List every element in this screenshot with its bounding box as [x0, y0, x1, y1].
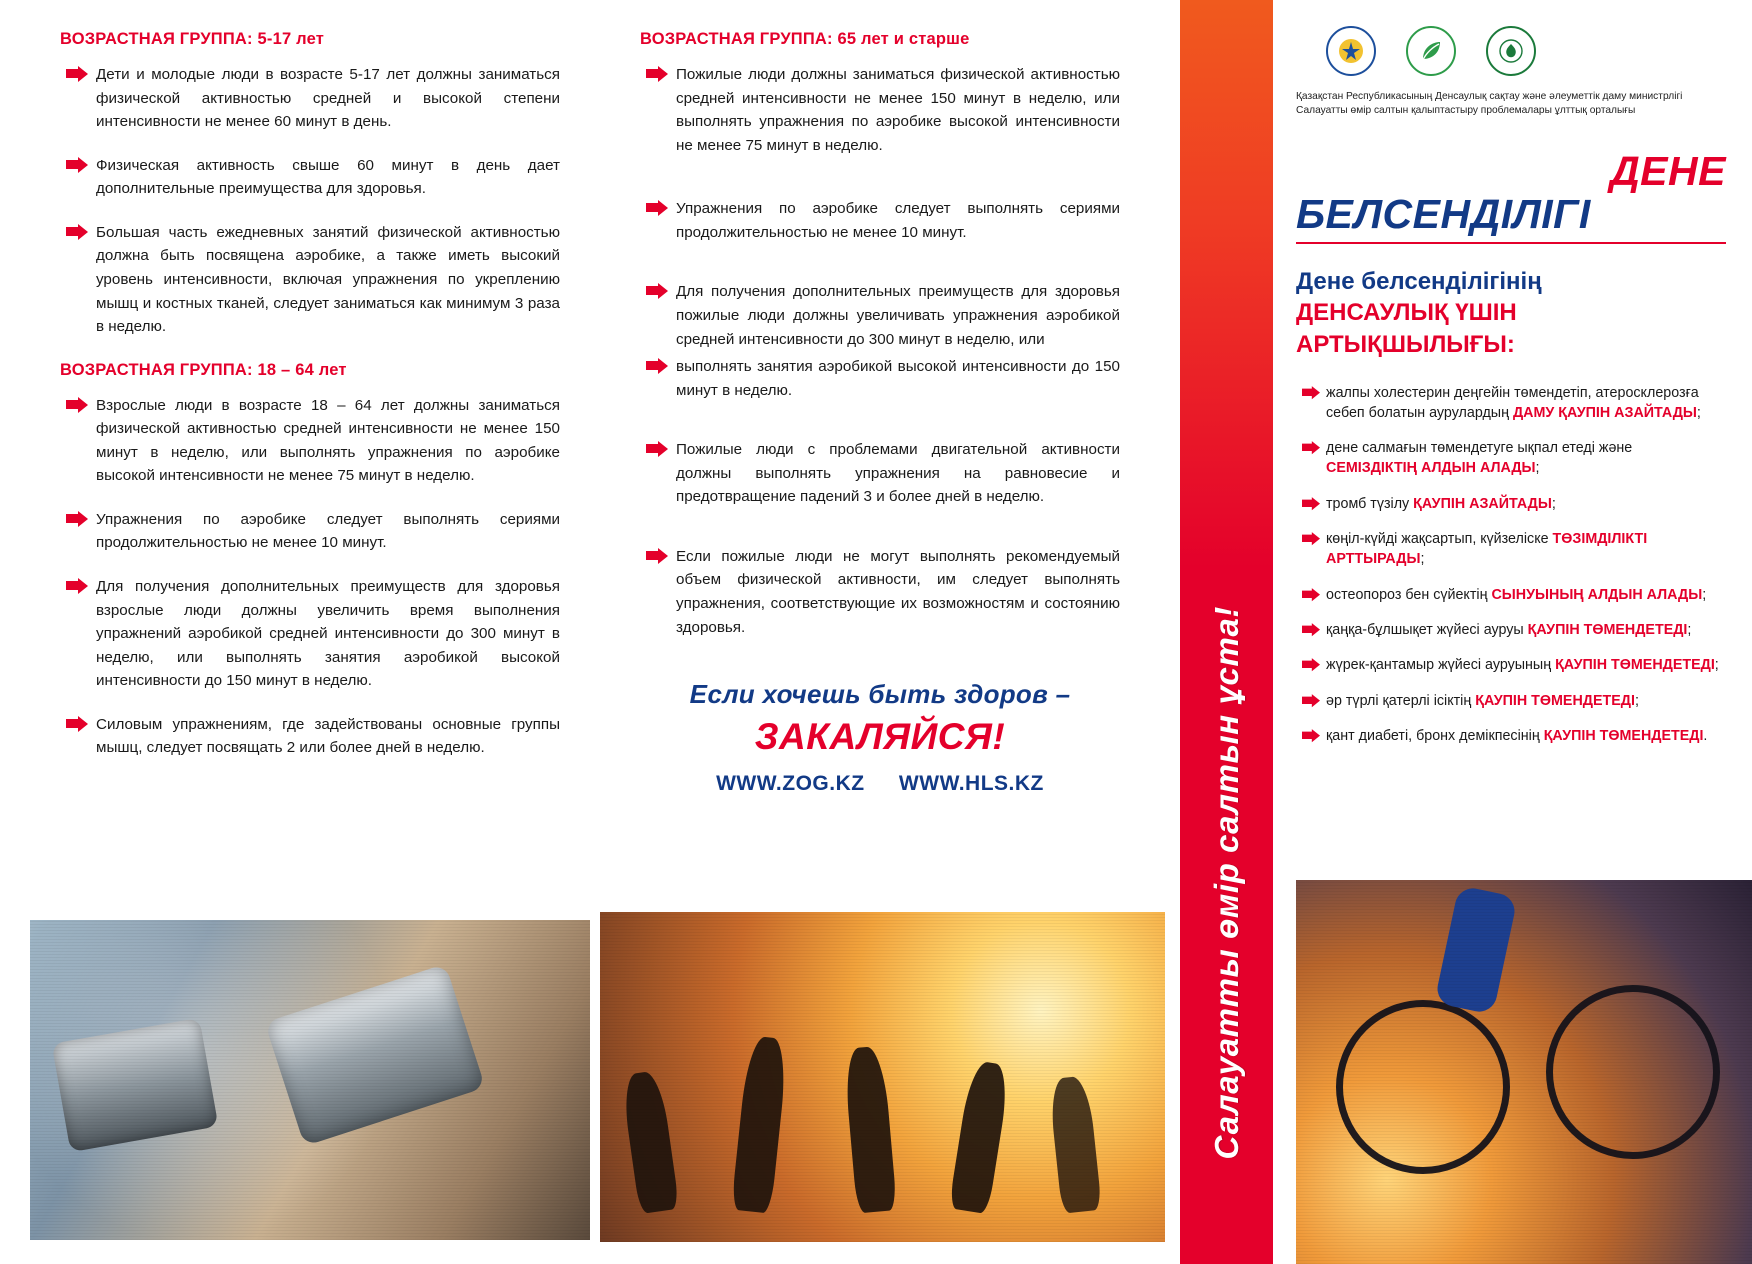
runner-silhouette [620, 1070, 679, 1214]
bullet-text: Силовым упражнениям, где задействованы основные группы мышц, следует посвящать 2 или более дней в неделю. [96, 715, 560, 757]
cover-title-line-2: БЕЛСЕНДІЛІГІ [1296, 190, 1591, 237]
benefit-plain-2: ; [1420, 551, 1425, 568]
runner-silhouette [843, 1046, 897, 1214]
benefit-plain-1: әр түрлі қатерлі ісіктің [1326, 692, 1476, 709]
benefit-text [1326, 529, 1726, 570]
cover-title [1296, 148, 1726, 244]
benefit-plain-2: . [1703, 727, 1708, 744]
ministry-credit [1296, 90, 1726, 118]
logo-row [1296, 26, 1726, 76]
slogan-line-2: ЗАКАЛЯЙСЯ! [754, 716, 1006, 758]
bullet-item [60, 63, 560, 134]
benefit-plain-2: ; [1551, 495, 1556, 512]
benefit-item [1296, 655, 1726, 675]
bullet-item [60, 575, 560, 693]
mountain-biker-photo [1296, 880, 1752, 1264]
benefit-item [1296, 691, 1726, 711]
benefit-item [1296, 438, 1726, 479]
bullet-text: Если пожилые люди не могут выполнять рекомендуемый объем физической активности, им следует выполнять упражнения, соответствующие их возможностям и состоянию здоровья. [676, 547, 1120, 636]
bullet-text: Дети и молодые люди в возрасте 5-17 лет должны заниматься физической активностью средней и высокой степени интенсивности не менее 60 минут в день. [96, 66, 560, 131]
benefit-plain-2: ; [1535, 460, 1540, 477]
heading-age-group-18-64: ВОЗРАСТНАЯ ГРУППА: 18 – 64 лет [60, 360, 347, 379]
bullet-item [640, 438, 1120, 509]
benefit-text [1326, 655, 1726, 675]
spine-slogan [1182, 0, 1272, 1160]
runner-silhouette [731, 1035, 789, 1213]
benefit-accent: СЕМІЗДІКТІҢ АЛДЫН АЛАДЫ [1326, 460, 1536, 477]
slogan-block [640, 679, 1120, 796]
bullet-item [60, 508, 560, 555]
ministry-emblem-logo-icon [1326, 26, 1376, 76]
bullet-item [60, 713, 560, 760]
website-links [640, 772, 1120, 796]
cover-subtitle-line-3: АРТЫҚШЫЛЫҒЫ: [1296, 330, 1515, 358]
benefit-plain-2: ; [1687, 621, 1692, 638]
bicycle-wheel-shape [1546, 985, 1720, 1159]
bullet-text: Упражнения по аэробике следует выполнять сериями продолжительностью не менее 10 минут. [96, 510, 560, 552]
spine-slogan-text: Салауатты өмір салтын ұста! [1208, 606, 1245, 1160]
benefit-item [1296, 726, 1726, 746]
cover-subtitle [1296, 266, 1726, 361]
runner-silhouette [949, 1060, 1012, 1214]
heading-age-group-65-plus: ВОЗРАСТНАЯ ГРУППА: 65 лет и старше [640, 30, 970, 48]
benefit-plain-1: қаңқа-бұлшықет жүйесі ауруы [1326, 621, 1528, 638]
bullet-item [640, 280, 1120, 351]
benefit-text [1326, 494, 1726, 514]
benefit-accent: ҚАУПІН АЗАЙТАДЫ [1413, 495, 1552, 512]
bicycle-wheel-shape [1336, 1000, 1510, 1174]
green-leaf-logo-icon [1406, 26, 1456, 76]
benefit-text [1326, 383, 1726, 424]
benefit-accent: СЫНУЫНЫҢ АЛДЫН АЛАДЫ [1491, 586, 1703, 603]
column-age-group-65-plus [640, 30, 1120, 796]
bullet-item [60, 394, 560, 488]
benefit-accent: ҚАУПІН ТӨМЕНДЕТЕДІ [1543, 727, 1704, 744]
title-underline-rule [1296, 242, 1726, 244]
benefit-accent: ҚАУПІН ТӨМЕНДЕТЕДІ [1555, 657, 1715, 674]
bullet-text: Для получения дополнительных преимуществ для здоровья пожилые люди должны увеличивать упражнения аэробикой средней интенсивности до 300 минут в неделю, или [676, 283, 1120, 348]
benefit-plain-1: дене салмағын төмендетуге ықпал етеді және [1326, 440, 1633, 457]
ministry-line-1: Қазақстан Республикасының Денсаулық сақтау және әлеуметтік даму министрлігі [1296, 91, 1683, 102]
runners-at-sunset-photo [600, 912, 1165, 1242]
bullet-item [60, 221, 560, 339]
benefit-item [1296, 620, 1726, 640]
bullet-item [640, 355, 1120, 402]
benefit-plain-1: остеопороз бен сүйектің [1326, 586, 1492, 603]
benefit-text [1326, 585, 1726, 605]
link-zog-kz[interactable]: WWW.ZOG.KZ [716, 772, 865, 796]
bullet-text: Пожилые люди с проблемами двигательной активности должны выполнять упражнения на равновесие и предотвращение падений 3 и более дней в неделю. [676, 441, 1120, 506]
cover-title-line-1: ДЕНЕ [1610, 147, 1726, 194]
benefit-plain-1: көңіл-күйді жақсартып, күйзеліске [1326, 531, 1553, 548]
dumbbell-shape [265, 964, 486, 1146]
benefit-plain-2: ; [1634, 692, 1639, 709]
benefit-accent: ДАМУ ҚАУПІН АЗАЙТАДЫ [1512, 404, 1697, 421]
bullet-item [640, 545, 1120, 639]
cyclist-silhouette [1434, 885, 1518, 1015]
heading-age-group-5-17: ВОЗРАСТНАЯ ГРУППА: 5-17 лет [60, 30, 325, 48]
runner-silhouette [1048, 1075, 1102, 1213]
slogan-line-1: Если хочешь быть здоров – [689, 679, 1071, 710]
benefit-item [1296, 383, 1726, 424]
bullet-text: Большая часть ежедневных занятий физической активностью должна быть посвящена аэробике, а также иметь высокий уровень интенсивности, включая упражнения по укреплению мышц и костных тканей, следует заниматься как минимум 3 раза в неделю. [96, 223, 560, 336]
bullet-text: выполнять занятия аэробикой высокой интенсивности до 150 минут в неделю. [676, 358, 1120, 399]
benefit-plain-2: ; [1696, 404, 1701, 421]
link-hls-kz[interactable]: WWW.HLS.KZ [898, 772, 1044, 796]
benefit-plain-1: тромб түзілу [1326, 495, 1414, 512]
benefit-item [1296, 494, 1726, 514]
benefit-plain-1: жалпы холестерин деңгейін төмендетіп, атеросклерозға себеп болатын аурулардың [1326, 384, 1699, 421]
benefit-plain-1: қант диабеті, бронх демікпесінің [1326, 727, 1544, 744]
bullet-text: Взрослые люди в возрасте 18 – 64 лет должны заниматься физической активностью средней интенсивности не менее 150 минут в неделю, или выполнять упражнения по аэробике высокой интенсивности не менее 75 минут в неделю. [96, 396, 560, 485]
benefit-text [1326, 691, 1726, 711]
benefit-accent: ҚАУПІН ТӨМЕНДЕТЕДІ [1527, 621, 1688, 638]
benefit-item [1296, 529, 1726, 570]
column-age-groups-children-adults [60, 30, 560, 780]
benefit-plain-2: ; [1702, 586, 1707, 603]
ministry-line-2: Салауатты өмір салтын қалыптастыру проблемалары ұлттық орталығы [1296, 104, 1636, 116]
cover-subtitle-line-1: Дене белсенділігінің [1296, 267, 1542, 295]
cover-subtitle-line-2: ДЕНСАУЛЫҚ ҮШІН [1296, 299, 1517, 327]
benefit-accent: ТӨЗІМДІЛІКТІ АРТТЫРАДЫ [1326, 531, 1648, 568]
benefits-list [1296, 383, 1726, 747]
benefit-text [1326, 620, 1726, 640]
bullet-text: Пожилые люди должны заниматься физической активностью средней интенсивности не менее 150 минут в неделю, или выполнять упражнения по аэробике высокой интенсивности не менее 75 минут в неделю. [676, 66, 1120, 154]
bullet-item [640, 197, 1120, 244]
dumbbell-shape-secondary [52, 1018, 219, 1152]
bullet-item [60, 154, 560, 201]
benefit-plain-1: жүрек-қантамыр жүйесі ауруының [1326, 657, 1556, 674]
bullet-item [640, 63, 1120, 157]
cover-panel [1296, 26, 1726, 761]
benefit-text [1326, 726, 1726, 746]
benefit-accent: ҚАУПІН ТӨМЕНДЕТЕДІ [1475, 692, 1635, 709]
bullet-text: Упражнения по аэробике следует выполнять сериями продолжительностью не менее 10 минут. [676, 200, 1120, 241]
benefit-plain-2: ; [1714, 657, 1719, 674]
benefit-text [1326, 438, 1726, 479]
bullet-text: Физическая активность свыше 60 минут в день дает дополнительные преимущества для здоровья. [96, 156, 560, 198]
dumbbell-workout-photo [30, 920, 590, 1240]
health-center-logo-icon [1486, 26, 1536, 76]
benefit-item [1296, 585, 1726, 605]
bullet-text: Для получения дополнительных преимуществ для здоровья взрослые люди должны увеличить время выполнения упражнений аэробикой средней интенсивности до 300 минут в неделю, или выполнять занятия аэробикой высокой интенсивности до 150 минут в неделю. [96, 578, 560, 690]
